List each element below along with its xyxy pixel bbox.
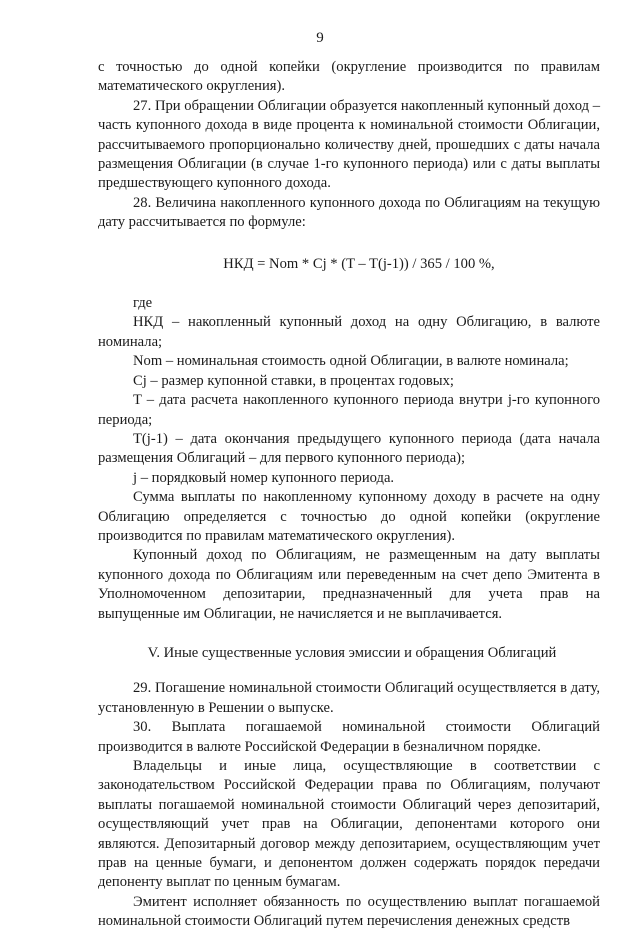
- paragraph-holders: Владельцы и иные лица, осуществляющие в соответствии с законодательством Российской Федерации права по Облигациям, получают выплаты погашаемой номинальной стоимости Облигаций через депозитарий, осуществляющий учет прав на Облигации, депонентами которого они являются. Депозитарный договор между депозитарием, осуществляющим учет прав на ценные бумаги, и депонентом должен содержать порядок передачи депоненту выплат по ценным бумагам.: [98, 758, 600, 891]
- paragraph-coupon-not-accrued: Купонный доход по Облигациям, не размещенным на дату выплаты купонного дохода по Облигациям или переведенным на счет депо Эмитента в Уполномоченном депозитарии, предназначенный для учета прав на выпущенные им Облигации, не начисляется и не выплачивается.: [98, 547, 600, 622]
- definition-nom: Nom – номинальная стоимость одной Облигации, в валюте номинала;: [133, 353, 569, 370]
- paragraph-29: 29. Погашение номинальной стоимости Облигаций осуществляется в дату, установленную в Решении о выпуске.: [98, 680, 600, 716]
- definition-j: j – порядковый номер купонного периода.: [133, 469, 395, 486]
- definition-nkd: НКД – накопленный купонный доход на одну Облигацию, в валюте номинала;: [98, 314, 600, 350]
- definition-t: T – дата расчета накопленного купонного периода внутри j-го купонного периода;: [98, 392, 600, 428]
- paragraph-issuer-obligation: Эмитент исполняет обязанность по осуществлению выплат погашаемой номинальной стоимости Облигаций путем перечисления денежных средств: [98, 893, 600, 930]
- definition-cj: Cj – размер купонной ставки, в процентах годовых;: [133, 372, 454, 389]
- formula: НКД = Nom * Cj * (T – T(j-1)) / 365 / 100 %,: [223, 255, 495, 272]
- paragraph-28: 28. Величина накопленного купонного дохода по Облигациям на текущую дату рассчитывается по формуле:: [98, 194, 600, 231]
- definition-where: где: [133, 295, 153, 312]
- document-body: [98, 58, 600, 932]
- paragraph-payment-sum: Сумма выплаты по накопленному купонному доходу в расчете на одну Облигацию определяется с точностью до одной копейки (округление производится по правилам математического округления).: [98, 489, 600, 544]
- section-heading: V. Иные существенные условия эмиссии и обращения Облигаций: [147, 644, 557, 661]
- paragraph-30: 30. Выплата погашаемой номинальной стоимости Облигаций производится в валюте Российской Федерации в безналичном порядке.: [98, 719, 600, 755]
- page-number: 9: [316, 30, 324, 46]
- definition-tj1: T(j-1) – дата окончания предыдущего купонного периода (дата начала размещения Облигаций – для первого купонного периода);: [98, 430, 600, 467]
- paragraph-continuation: с точностью до одной копейки (округление производится по правилам математического округления).: [98, 59, 600, 95]
- paragraph-27: 27. При обращении Облигации образуется накопленный купонный доход – часть купонного дохода в виде процента к номинальной стоимости Облигации, рассчитываемого пропорционально количеству дней, прошедших с даты начала размещения Облигации (в случае 1-го купонного периода) или с даты выплаты предшествующего купонного дохода.: [98, 97, 600, 192]
